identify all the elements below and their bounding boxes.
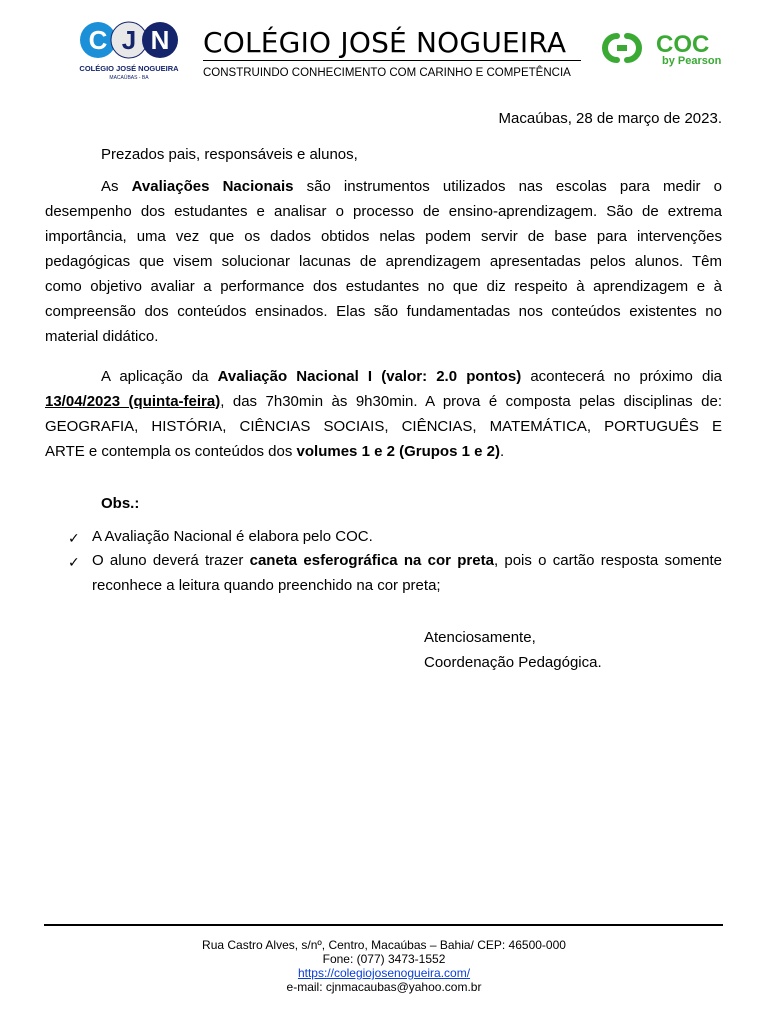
text-run: .: [499, 443, 505, 460]
bullet-item: A Avaliação Nacional é elabora pelo COC.: [92, 528, 373, 545]
text-run: são instrumentos utilizados nas escolas para medir o: [293, 178, 722, 195]
paragraph-line: [45, 174, 722, 199]
cjn-logo-graphic: [70, 20, 188, 82]
school-slogan: CONSTRUINDO CONHECIMENTO COM CARINHO E COMPETÊNCIA: [203, 67, 571, 79]
footer-website: [0, 966, 768, 980]
footer-address: Rua Castro Alves, s/nº, Centro, Macaúbas – Bahia/ CEP: 46500-000: [202, 938, 566, 952]
emphasis-black-pen: caneta esferográfica na cor preta: [249, 552, 494, 569]
svg-text:COLÉGIO JOSÉ NOGUEIRA: COLÉGIO JOSÉ NOGUEIRA: [79, 64, 179, 73]
paragraph-line: [45, 364, 722, 389]
title-underline: [203, 60, 581, 61]
paragraph-line: como objetivo avaliar a performance dos estudantes no que diz respeito à aprendizagem e à: [45, 278, 722, 295]
svg-text:J: J: [121, 25, 137, 55]
checkmark-icon: ✓: [68, 554, 80, 570]
paragraph-line: material didático.: [45, 328, 159, 345]
svg-text:MACAÚBAS - BA: MACAÚBAS - BA: [109, 75, 149, 81]
bullet-item: [92, 548, 722, 598]
emphasis-exam-name: Avaliação Nacional I (valor: 2.0 pontos): [217, 368, 522, 385]
svg-text:N: N: [150, 25, 170, 55]
cjn-logo: [70, 20, 188, 82]
school-name: COLÉGIO JOSÉ NOGUEIRA: [203, 26, 567, 59]
text-run: ARTE e contempla os conteúdos dos: [45, 443, 297, 460]
text-run: acontecerá no próximo dia: [521, 368, 722, 385]
letter-date: Macaúbas, 28 de março de 2023.: [498, 110, 722, 127]
footer-email: e-mail: cjnmacaubas@yahoo.com.br: [286, 980, 482, 994]
paragraph-line: [45, 389, 722, 414]
closing: Atenciosamente,: [424, 629, 536, 646]
letter-greeting: Prezados pais, responsáveis e alunos,: [101, 146, 358, 163]
text-run: As: [101, 178, 132, 195]
footer-divider: [44, 924, 723, 926]
footer-phone: Fone: (077) 3473-1552: [322, 952, 446, 966]
signature-block: [424, 625, 602, 675]
emphasis-volumes: volumes 1 e 2 (Grupos 1 e 2): [296, 443, 500, 460]
signature: Coordenação Pedagógica.: [424, 654, 602, 671]
text-run: O aluno deverá trazer: [92, 552, 250, 569]
paragraph-line: pedagógicas que visem solucionar lacunas de aprendizagem apresentadas pelos alunos. Têm: [45, 253, 722, 270]
text-run: , pois o cartão resposta somente reconhece a leitura quando preenchido na cor preta;: [92, 552, 723, 594]
paragraph-line: compreensão dos conteúdos ensinados. Elas são fundamentadas nos conteúdos existentes no: [45, 303, 722, 320]
svg-text:C: C: [88, 25, 108, 55]
obs-label: Obs.:: [101, 495, 140, 512]
coc-logo-graphic: [600, 26, 724, 70]
paragraph-line: GEOGRAFIA, HISTÓRIA, CIÊNCIAS SOCIAIS, CIÊNCIAS, MATEMÁTICA, PORTUGUÊS E: [45, 418, 722, 435]
checkmark-icon: ✓: [68, 530, 80, 546]
svg-text:by Pearson: by Pearson: [662, 55, 722, 67]
paragraph-line: [45, 439, 722, 464]
coc-pearson-logo: [600, 26, 724, 70]
exam-date: 13/04/2023 (quinta-feira): [45, 393, 221, 410]
paragraph-line: importância, uma vez que os dados obtidos nelas podem servir de base para intervenções: [45, 228, 722, 245]
paragraph-exam-details: [45, 364, 722, 464]
emphasis-avaliacoes-nacionais: Avaliações Nacionais: [131, 178, 294, 195]
website-link[interactable]: https://colegiojosenogueira.com/: [297, 966, 471, 980]
paragraph-line: desempenho dos estudantes e analisar o processo de ensino-aprendizagem. São de extrema: [45, 203, 722, 220]
text-run: , das 7h30min às 9h30min. A prova é composta pelas disciplinas de:: [220, 393, 722, 410]
paragraph-intro: [45, 174, 722, 349]
svg-text:COC: COC: [656, 31, 710, 58]
text-run: A aplicação da: [101, 368, 218, 385]
